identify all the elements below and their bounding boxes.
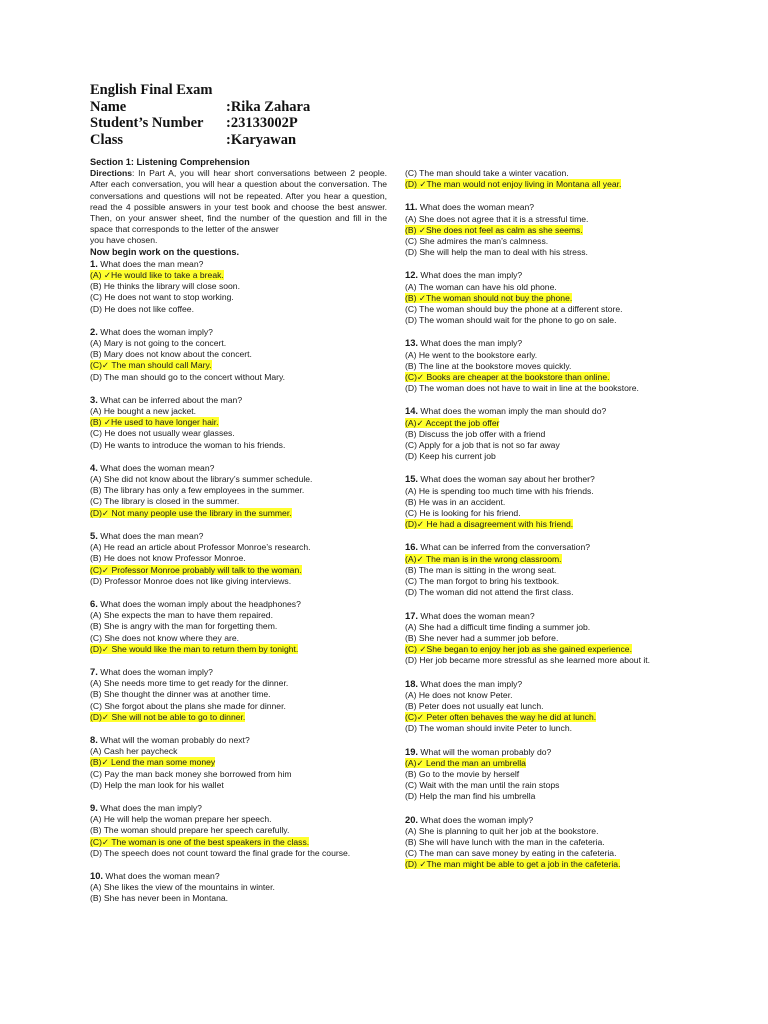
question-stem [405, 473, 702, 485]
answer-option [405, 304, 702, 315]
student-number-row [90, 115, 310, 132]
question-stem [90, 462, 387, 474]
selected-answer-highlight: (C)✓ The man should call Mary. [90, 360, 212, 371]
answer-option [405, 655, 702, 666]
question-stem [405, 746, 702, 758]
answer-text: (A) She is planning to quit her job at the bookstore. [405, 825, 599, 836]
question-9 [90, 802, 387, 859]
class-row [90, 132, 310, 149]
answer-option [405, 247, 702, 258]
question-11 [405, 201, 702, 258]
answer-option [90, 757, 387, 768]
answer-option [90, 485, 387, 496]
answer-text: (C) The man forgot to bring his textbook. [405, 576, 560, 587]
answer-option [90, 281, 387, 292]
answer-text: (B) Go to the movie by herself [405, 768, 520, 779]
answer-option [405, 576, 702, 587]
class-label: Class [90, 131, 124, 148]
answer-option [90, 621, 387, 632]
name-value: :Rika Zahara [226, 98, 311, 115]
answer-option [90, 678, 387, 689]
answer-option [90, 633, 387, 644]
answer-text: (B) The library has only a few employees in the summer. [90, 485, 305, 496]
answer-text: (C) He is looking for his friend. [405, 508, 521, 519]
selected-answer-highlight: (B) ✓He used to have longer hair. [90, 417, 219, 428]
answer-text: (B) She has never been in Montana. [90, 893, 229, 904]
answer-text: (B) Discuss the job offer with a friend [405, 428, 546, 439]
answer-option [405, 554, 702, 565]
answer-text: (B) She will have lunch with the man in the cafeteria. [405, 836, 605, 847]
question-number: 13. [405, 337, 419, 349]
selected-answer-highlight: (A)✓ Accept the job offer [405, 417, 500, 428]
answer-option [405, 519, 702, 530]
answer-text: (D) The woman does not have to wait in line at the bookstore. [405, 383, 639, 394]
question-text: What can be inferred from the conversation? [418, 542, 591, 553]
class-value: :Karyawan [226, 131, 297, 148]
answer-option [90, 440, 387, 451]
answer-text: (D) The man should go to the concert without Mary. [90, 371, 286, 382]
answer-text: (B) Mary does not know about the concert. [90, 349, 252, 360]
answer-text: (B) He does not know Professor Monroe. [90, 553, 246, 564]
answer-option [405, 429, 702, 440]
right-question-list [405, 168, 702, 871]
question-number: 7. [90, 665, 98, 677]
answer-option [405, 418, 702, 429]
question-number: 3. [90, 393, 98, 405]
question-stem [405, 678, 702, 690]
question-stem [90, 258, 387, 270]
selected-answer-highlight: (A) ✓He would like to take a break. [90, 270, 224, 281]
question-5 [90, 530, 387, 587]
question-number: 19. [405, 745, 419, 757]
question-text: What does the woman say about her brother? [418, 474, 595, 485]
question-number: 12. [405, 269, 419, 281]
answer-text: (D) The woman should wait for the phone to go on sale. [405, 315, 617, 326]
question-number: 9. [90, 801, 98, 813]
question-text: What does the man imply? [418, 338, 523, 349]
question-text: What does the man imply? [97, 802, 202, 813]
answer-text: (D) She will help the man to deal with his stress. [405, 247, 588, 258]
question-text: What does the woman imply? [97, 326, 213, 337]
answer-option [405, 315, 702, 326]
answer-option [90, 338, 387, 349]
question-text: What can be inferred about the man? [97, 394, 243, 405]
question-stem [90, 870, 387, 882]
answer-option [90, 360, 387, 371]
answer-text: (D) Help the man look for his wallet [90, 779, 224, 790]
answer-option [405, 644, 702, 655]
selected-answer-highlight: (C)✓ The woman is one of the best speakers in the class. [90, 836, 310, 847]
selected-answer-highlight: (C)✓ Books are cheaper at the bookstore than online. [405, 372, 610, 383]
answer-option [405, 293, 702, 304]
answer-option [405, 690, 702, 701]
question-text: What does the man mean? [97, 530, 204, 541]
answer-option [90, 893, 387, 904]
answer-text: (A) The woman can have his old phone. [405, 281, 557, 292]
answer-option [405, 837, 702, 848]
answer-text: (D) The woman did not attend the first class. [405, 587, 574, 598]
question-number: 16. [405, 541, 419, 553]
answer-option [405, 780, 702, 791]
selected-answer-highlight: (D)✓ Not many people use the library in the summer. [90, 507, 292, 518]
answer-option [90, 508, 387, 519]
answer-text: (C) He does not usually wear glasses. [90, 428, 235, 439]
answer-text: (D) He does not like coffee. [90, 303, 194, 314]
answer-option [405, 168, 702, 179]
answer-option [405, 859, 702, 870]
question-14 [405, 405, 702, 462]
answer-text: (A) He read an article about Professor Monroe’s research. [90, 542, 311, 553]
question-text: What does the man mean? [97, 258, 204, 269]
answer-text: (B) She thought the dinner was at another time. [90, 689, 271, 700]
answer-option [90, 270, 387, 281]
answer-option [405, 451, 702, 462]
exam-title: English Final Exam [90, 82, 213, 98]
answer-text: (D) Keep his current job [405, 451, 496, 462]
answer-text: (C) The man should take a winter vacation. [405, 168, 569, 178]
answer-text: (A) He went to the bookstore early. [405, 349, 538, 360]
answer-option [405, 361, 702, 372]
question-15 [405, 473, 702, 530]
question-number: 11. [405, 201, 418, 213]
student-number-label: Student’s Number [90, 115, 204, 131]
directions-label: Directions [90, 168, 133, 179]
question-stem [405, 269, 702, 281]
answer-option [405, 622, 702, 633]
answer-text: (D) The speech does not count toward the final grade for the course. [90, 847, 351, 858]
answer-option [405, 225, 702, 236]
answer-option [405, 236, 702, 247]
answer-text: (D) Help the man find his umbrella [405, 791, 536, 802]
answer-option [90, 644, 387, 655]
question-number: 4. [90, 461, 98, 473]
question-text: What does the woman mean? [97, 462, 215, 473]
question-4 [90, 462, 387, 519]
answer-option [405, 712, 702, 723]
question-text: What will the woman probably do? [418, 746, 552, 757]
answer-text: (A) She did not know about the library’s summer schedule. [90, 474, 313, 485]
answer-option [90, 417, 387, 428]
answer-option [405, 758, 702, 769]
question-7 [90, 666, 387, 723]
answer-option [90, 406, 387, 417]
answer-text: (A) She expects the man to have them repaired. [90, 610, 273, 621]
question-10 [90, 870, 387, 905]
answer-text: (B) The man is sitting in the wrong seat. [405, 564, 557, 575]
answer-text: (C) The man can save money by eating in the cafeteria. [405, 848, 617, 859]
selected-answer-highlight: (A)✓ Lend the man an umbrella [405, 757, 526, 768]
answer-option [405, 350, 702, 361]
question-number: 8. [90, 733, 98, 745]
answer-option [90, 304, 387, 315]
question-2 [90, 326, 387, 383]
answer-text: (B) She is angry with the man for forgetting them. [90, 621, 278, 632]
answer-option [405, 486, 702, 497]
question-10-continued [405, 168, 702, 190]
answer-option [405, 179, 702, 190]
answer-text: (A) She likes the view of the mountains in winter. [90, 882, 275, 893]
left-column [90, 157, 387, 905]
left-question-list [90, 258, 387, 905]
answer-option [90, 689, 387, 700]
question-text: What does the woman imply the man should do? [418, 406, 607, 417]
answer-option [405, 587, 702, 598]
answer-text: (D) The woman should invite Peter to lunch. [405, 723, 573, 734]
answer-option [90, 428, 387, 439]
answer-text: (C) Apply for a job that is not so far away [405, 440, 560, 451]
answer-option [405, 383, 702, 394]
answer-text: (A) He is spending too much time with his friends. [405, 485, 594, 496]
answer-option [90, 372, 387, 383]
question-text: What does the woman imply? [97, 666, 213, 677]
answer-option [90, 814, 387, 825]
answer-text: (C) The library is closed in the summer. [90, 496, 240, 507]
answer-option [90, 542, 387, 553]
question-text: What will the woman probably do next? [97, 734, 250, 745]
question-8 [90, 734, 387, 791]
selected-answer-highlight: (D) ✓The man might be able to get a job in the cafeteria. [405, 859, 621, 870]
answer-option [90, 825, 387, 836]
answer-text: (D) He wants to introduce the woman to his friends. [90, 439, 286, 450]
answer-option [405, 372, 702, 383]
answer-option [405, 214, 702, 225]
answer-text: (A) He will help the woman prepare her speech. [90, 814, 272, 825]
answer-text: (A) She had a difficult time finding a summer job. [405, 621, 591, 632]
student-number-value: :23133002P [226, 115, 298, 131]
answer-option [90, 349, 387, 360]
answer-text: (C) He does not want to stop working. [90, 292, 234, 303]
answer-text: (B) He was in an accident. [405, 496, 506, 507]
question-stem [405, 610, 702, 622]
answer-option [405, 633, 702, 644]
selected-answer-highlight: (A)✓ The man is in the wrong classroom. [405, 553, 562, 564]
answer-text: (D) Professor Monroe does not like giving interviews. [90, 575, 292, 586]
answer-option [90, 474, 387, 485]
answer-option [405, 848, 702, 859]
question-number: 15. [405, 473, 419, 485]
question-number: 6. [90, 597, 98, 609]
answer-text: (D) Her job became more stressful as she learned more about it. [405, 655, 651, 666]
selected-answer-highlight: (B) ✓The woman should not buy the phone. [405, 292, 573, 303]
answer-option [90, 837, 387, 848]
question-text: What does the woman imply about the headphones? [97, 598, 301, 609]
question-stem [90, 734, 387, 746]
answer-option [405, 826, 702, 837]
answer-text: (C) The woman should buy the phone at a different store. [405, 304, 623, 315]
selected-answer-highlight: (D)✓ She would like the man to return them by tonight. [90, 643, 299, 654]
question-text: What does the woman mean? [103, 870, 220, 881]
question-text: What does the woman mean? [418, 610, 535, 621]
answer-text: (A) She needs more time to get ready for the dinner. [90, 678, 289, 689]
question-3 [90, 394, 387, 451]
answer-option [90, 610, 387, 621]
question-number: 17. [405, 609, 419, 621]
answer-option [405, 723, 702, 734]
answer-option [405, 791, 702, 802]
question-18 [405, 678, 702, 735]
answer-text: (C) Wait with the man until the rain stops [405, 780, 560, 791]
answer-option [90, 848, 387, 859]
question-13 [405, 337, 702, 394]
question-number: 2. [90, 325, 98, 337]
question-stem [405, 814, 702, 826]
question-6 [90, 598, 387, 655]
question-number: 1. [90, 257, 98, 269]
question-12 [405, 269, 702, 326]
answer-option [90, 746, 387, 757]
answer-text: (A) She does not agree that it is a stressful time. [405, 213, 589, 224]
question-stem [405, 201, 702, 213]
name-label: Name [90, 98, 127, 115]
question-stem [90, 394, 387, 406]
question-stem [90, 802, 387, 814]
question-text: What does the man imply? [418, 270, 523, 281]
question-16 [405, 541, 702, 598]
exam-header [90, 82, 310, 148]
answer-option [405, 701, 702, 712]
question-stem [405, 337, 702, 349]
answer-option [90, 292, 387, 303]
answer-option [90, 882, 387, 893]
answer-text: (C) Pay the man back money she borrowed from him [90, 768, 292, 779]
question-number: 18. [405, 677, 419, 689]
selected-answer-highlight: (B)✓ Lend the man some money [90, 757, 216, 768]
question-text: What does the woman mean? [417, 202, 535, 213]
answer-text: (C) She admires the man’s calmness. [405, 236, 549, 247]
question-1 [90, 258, 387, 315]
question-number: 14. [405, 405, 419, 417]
question-stem [90, 598, 387, 610]
question-stem [405, 541, 702, 553]
answer-text: (B) The line at the bookstore moves quickly. [405, 360, 572, 371]
question-number: 10. [90, 869, 104, 881]
answer-option [405, 282, 702, 293]
selected-answer-highlight: (C)✓ Professor Monroe probably will talk to the woman. [90, 564, 302, 575]
question-stem [405, 405, 702, 417]
answer-text: (C) She forgot about the plans she made for dinner. [90, 700, 286, 711]
answer-text: (A) He bought a new jacket. [90, 406, 197, 417]
answer-option [405, 440, 702, 451]
question-20 [405, 814, 702, 871]
name-row [90, 99, 310, 116]
answer-text: (A) Mary is not going to the concert. [90, 338, 227, 349]
answer-text: (B) He thinks the library will close soon. [90, 281, 240, 292]
answer-option [90, 553, 387, 564]
answer-text: (B) Peter does not usually eat lunch. [405, 700, 544, 711]
selected-answer-highlight: (C) ✓She began to enjoy her job as she gained experience. [405, 644, 632, 655]
answer-option [90, 576, 387, 587]
answer-option [90, 712, 387, 723]
question-number: 5. [90, 529, 98, 541]
selected-answer-highlight: (C)✓ Peter often behaves the way he did at lunch. [405, 712, 597, 723]
now-begin-heading: Now begin work on the questions. [90, 246, 240, 257]
answer-option [405, 508, 702, 519]
question-19 [405, 746, 702, 803]
question-text: What does the man imply? [418, 678, 523, 689]
answer-option [405, 497, 702, 508]
answer-option [90, 565, 387, 576]
selected-answer-highlight: (D) ✓The man would not enjoy living in Montana all year. [405, 179, 622, 190]
question-number: 20. [405, 813, 419, 825]
answer-option [405, 565, 702, 576]
directions-tail: you have chosen. [90, 235, 158, 246]
right-column [405, 168, 702, 882]
answer-text: (B) She never had a summer job before. [405, 632, 559, 643]
question-stem [90, 666, 387, 678]
question-stem [90, 326, 387, 338]
section-title: Section 1: Listening Comprehension [90, 157, 250, 167]
question-17 [405, 610, 702, 667]
answer-option [90, 769, 387, 780]
answer-text: (A) He does not know Peter. [405, 689, 513, 700]
directions-text: : In Part A, you will hear short conversations between 2 people. After each conversation, you will hear a question about the conversation. The conversations and questions will not be repeated. After you hear a question, read the 4 possible answers in your test book and choose the best answer. Then, on your answer sheet, find the number of the question and fill in the space that corresponds to the letter of the answer [90, 168, 387, 235]
answer-text: (A) Cash her paycheck [90, 746, 178, 757]
directions [90, 168, 387, 235]
answer-text: (B) The woman should prepare her speech carefully. [90, 825, 290, 836]
question-text: What does the woman imply? [418, 814, 534, 825]
selected-answer-highlight: (D)✓ She will not be able to go to dinner. [90, 711, 246, 722]
selected-answer-highlight: (B) ✓She does not feel as calm as she seems. [405, 224, 583, 235]
question-stem [90, 530, 387, 542]
answer-option [405, 769, 702, 780]
answer-option [90, 780, 387, 791]
answer-option [90, 496, 387, 507]
selected-answer-highlight: (D)✓ He had a disagreement with his friend. [405, 519, 574, 530]
answer-text: (C) She does not know where they are. [90, 632, 240, 643]
answer-option [90, 701, 387, 712]
